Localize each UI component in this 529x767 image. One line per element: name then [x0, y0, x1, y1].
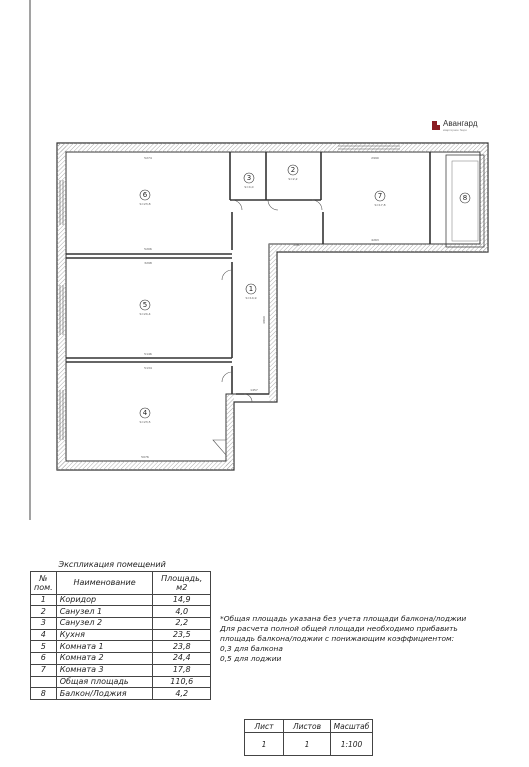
cell-num: 6	[31, 653, 57, 665]
svg-text:S=2,2: S=2,2	[288, 177, 298, 181]
dim-label: 1457	[250, 388, 258, 392]
dim-label: 1067	[293, 243, 301, 247]
note-line: Для расчета полной общей площади необходимо прибавить	[220, 624, 458, 633]
logo-tagline: квартирное бюро	[443, 128, 467, 132]
dim-label: 5206	[144, 247, 152, 251]
table-row	[31, 594, 211, 606]
cell-name: Кухня	[56, 629, 153, 641]
table-row	[31, 653, 211, 665]
svg-text:5: 5	[142, 301, 148, 309]
cell-name: Коридор	[56, 594, 153, 606]
logo-name: Авангард	[443, 119, 478, 128]
room-marker-7	[374, 191, 385, 207]
table-row	[31, 641, 211, 653]
header-name: Наименование	[56, 571, 153, 594]
stamp-header-scale: Масштаб	[331, 720, 373, 733]
table-header-row	[31, 571, 211, 594]
stamp-scale: 1:100	[331, 733, 373, 756]
table-row	[31, 664, 211, 676]
cell-num: 1	[31, 594, 57, 606]
svg-text:7: 7	[377, 192, 383, 200]
room-marker-6	[139, 190, 150, 206]
dim-label: 5274	[144, 156, 152, 160]
svg-text:2: 2	[290, 166, 296, 174]
stamp-header-sheet: Лист	[245, 720, 284, 733]
dim-label: 4263	[371, 238, 379, 242]
table-title-row	[31, 560, 211, 571]
cell-num: 8	[31, 688, 57, 700]
stamp-value-row	[245, 733, 373, 756]
header-area: Площадь, м2	[153, 571, 211, 594]
cell-num: 2	[31, 606, 57, 618]
cell-area: 23,5	[153, 629, 211, 641]
dim-label: 5076	[141, 455, 149, 459]
room-marker-3	[244, 173, 254, 189]
stamp-sheets: 1	[284, 733, 331, 756]
title-block	[244, 719, 373, 756]
stamp-header-row	[245, 720, 373, 733]
room-marker-1	[245, 284, 256, 300]
note-line: 0,3 для балкона	[220, 644, 283, 653]
svg-text:4: 4	[142, 409, 148, 417]
svg-text:3: 3	[246, 174, 252, 182]
svg-text:S=23,8: S=23,8	[139, 202, 151, 206]
svg-text:1: 1	[248, 285, 254, 293]
cell-num	[31, 676, 57, 688]
dim-label: 2990	[371, 156, 379, 160]
svg-text:S=17,8: S=17,8	[374, 203, 386, 207]
svg-text:S=4,0: S=4,0	[244, 185, 254, 189]
header-num: № пом.	[31, 571, 57, 594]
cell-num: 5	[31, 641, 57, 653]
cell-area: 2,2	[153, 618, 211, 630]
cell-area: 24,4	[153, 653, 211, 665]
table-row	[31, 688, 211, 700]
cell-name: Санузел 1	[56, 606, 153, 618]
cell-name: Комната 3	[56, 664, 153, 676]
stamp-header-sheets: Листов	[284, 720, 331, 733]
dim-label: 3298	[144, 261, 152, 265]
cell-name: Общая площадь	[56, 676, 153, 688]
cell-area: 4,0	[153, 606, 211, 618]
area-notes	[220, 614, 520, 664]
cell-area: 17,8	[153, 664, 211, 676]
cell-num: 3	[31, 618, 57, 630]
cell-area: 4,2	[153, 688, 211, 700]
cell-area: 23,8	[153, 641, 211, 653]
dim-label: 5134	[144, 366, 152, 370]
note-line: площадь балкона/лоджии с понижающим коэффициентом:	[220, 634, 455, 643]
table-row	[31, 606, 211, 618]
room-marker-4	[139, 408, 150, 424]
svg-text:S=24,4: S=24,4	[139, 312, 151, 316]
cell-name: Балкон/Лоджия	[56, 688, 153, 700]
svg-text:6: 6	[142, 191, 148, 199]
cell-name: Комната 1	[56, 641, 153, 653]
cell-num: 7	[31, 664, 57, 676]
stamp-sheet: 1	[245, 733, 284, 756]
table-row	[31, 676, 211, 688]
cell-area: 110,6	[153, 676, 211, 688]
dim-label: 4860	[262, 316, 266, 324]
explication-table	[30, 560, 211, 700]
outer-walls	[57, 143, 488, 470]
cell-name: Санузел 2	[56, 618, 153, 630]
table-row	[31, 618, 211, 630]
svg-text:S=14,9: S=14,9	[245, 296, 257, 300]
room-marker-5	[139, 300, 150, 316]
svg-text:8: 8	[462, 194, 468, 202]
cell-area: 14,9	[153, 594, 211, 606]
note-line: *Общая площадь указана без учета площади балкона/лоджии	[220, 614, 467, 623]
cell-name: Комната 2	[56, 653, 153, 665]
dim-label: 5146	[144, 352, 152, 356]
room-marker-2	[288, 165, 298, 181]
room-marker-8	[460, 193, 470, 203]
table-row	[31, 629, 211, 641]
svg-text:S=23,5: S=23,5	[139, 420, 151, 424]
cell-num: 4	[31, 629, 57, 641]
note-line: 0,5 для лоджии	[220, 654, 282, 663]
table-title: Экспликация помещений	[31, 560, 211, 571]
